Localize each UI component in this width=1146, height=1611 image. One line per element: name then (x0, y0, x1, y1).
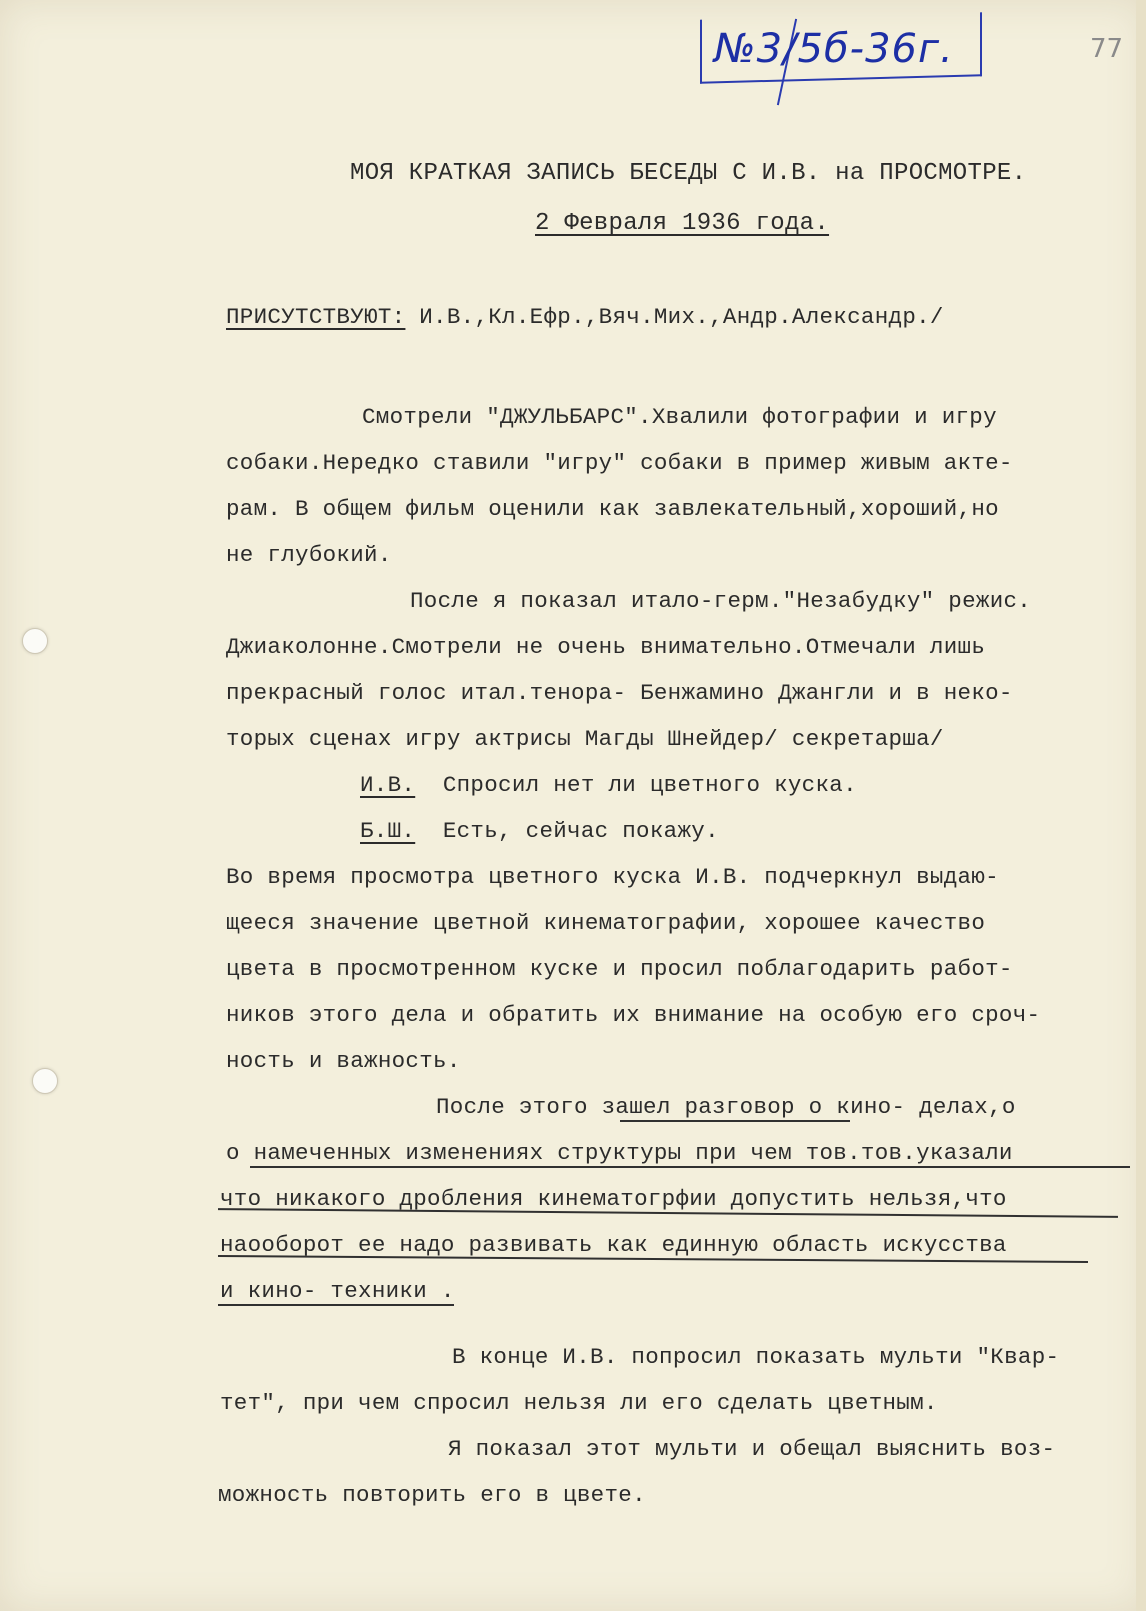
body-line: о намеченных изменениях структуры при чем тов.тов.указали (226, 1140, 1013, 1166)
attendees-names: И.В.,Кл.Ефр.,Вяч.Мих.,Андр.Александр./ (405, 304, 944, 330)
pen-underline (218, 1304, 454, 1306)
body-line: и кино- техники . (220, 1278, 455, 1304)
dialogue-text: Есть, сейчас покажу. (442, 818, 719, 844)
body-line: торых сценах игру актрисы Магды Шнейдер/ секретарша/ (226, 726, 944, 752)
pen-underline (250, 1166, 1130, 1168)
page-edge (1136, 0, 1146, 1611)
archive-stamp (700, 16, 982, 90)
dialogue-line (360, 818, 719, 844)
dialogue-speaker: И.В. (360, 772, 416, 798)
dialogue-speaker: Б.Ш. (360, 818, 416, 844)
body-line: В конце И.В. попросил показать мульти "Квар- (452, 1344, 1060, 1370)
dialogue-text: Спросил нет ли цветного куска. (442, 772, 857, 798)
body-line: После этого зашел разговор о кино- делах,о (436, 1094, 1016, 1120)
body-line: Джиаколонне.Смотрели не очень внимательно.Отмечали лишь (226, 634, 986, 660)
body-line: можность повторить его в цвете. (218, 1482, 646, 1508)
dialogue-line (360, 772, 857, 798)
body-line: После я показал итало-герм."Незабудку" режис. (410, 588, 1032, 614)
document-title: МОЯ КРАТКАЯ ЗАПИСЬ БЕСЕДЫ С И.В. на ПРОСМОТРЕ. (350, 160, 1027, 187)
body-line: наооборот ее надо развивать как единную область искусства (220, 1232, 1007, 1258)
body-line: Смотрели "ДЖУЛЬБАРС".Хвалили фотографии и игру (362, 404, 997, 430)
body-line: ность и важность. (226, 1048, 461, 1074)
attendees-line (226, 304, 944, 330)
body-line: Во время просмотра цветного куска И.В. подчеркнул выдаю- (226, 864, 999, 890)
body-line: что никакого дробления кинематогрфии допустить нельзя,что (220, 1186, 1007, 1212)
attendees-label: ПРИСУТСТВУЮТ: (226, 304, 406, 330)
body-line: прекрасный голос итал.тенора- Бенжамино Джангли и в неко- (226, 680, 1013, 706)
body-line: собаки.Нередко ставили "игру" собаки в пример живым акте- (226, 450, 1013, 476)
punch-hole-top (22, 628, 48, 654)
document-date: 2 Февраля 1936 года. (535, 210, 830, 237)
body-line: тет", при чем спросил нельзя ли его сделать цветным. (220, 1390, 938, 1416)
folio-number: 77 (1090, 34, 1124, 64)
body-line: ников этого дела и обратить их внимание на особую его сроч- (226, 1002, 1041, 1028)
pen-underline (620, 1120, 850, 1122)
body-line: Я показал этот мульти и обещал выяснить воз- (448, 1436, 1056, 1462)
punch-hole-bottom (32, 1068, 58, 1094)
body-line: рам. В общем фильм оценили как завлекательный,хороший,но (226, 496, 999, 522)
stamp-number: №3/5б-36г. (714, 26, 954, 72)
body-line: щееся значение цветной кинематографии, хорошее качество (226, 910, 986, 936)
body-line: цвета в просмотренном куске и просил поблагодарить работ- (226, 956, 1013, 982)
body-line: не глубокий. (226, 542, 392, 568)
